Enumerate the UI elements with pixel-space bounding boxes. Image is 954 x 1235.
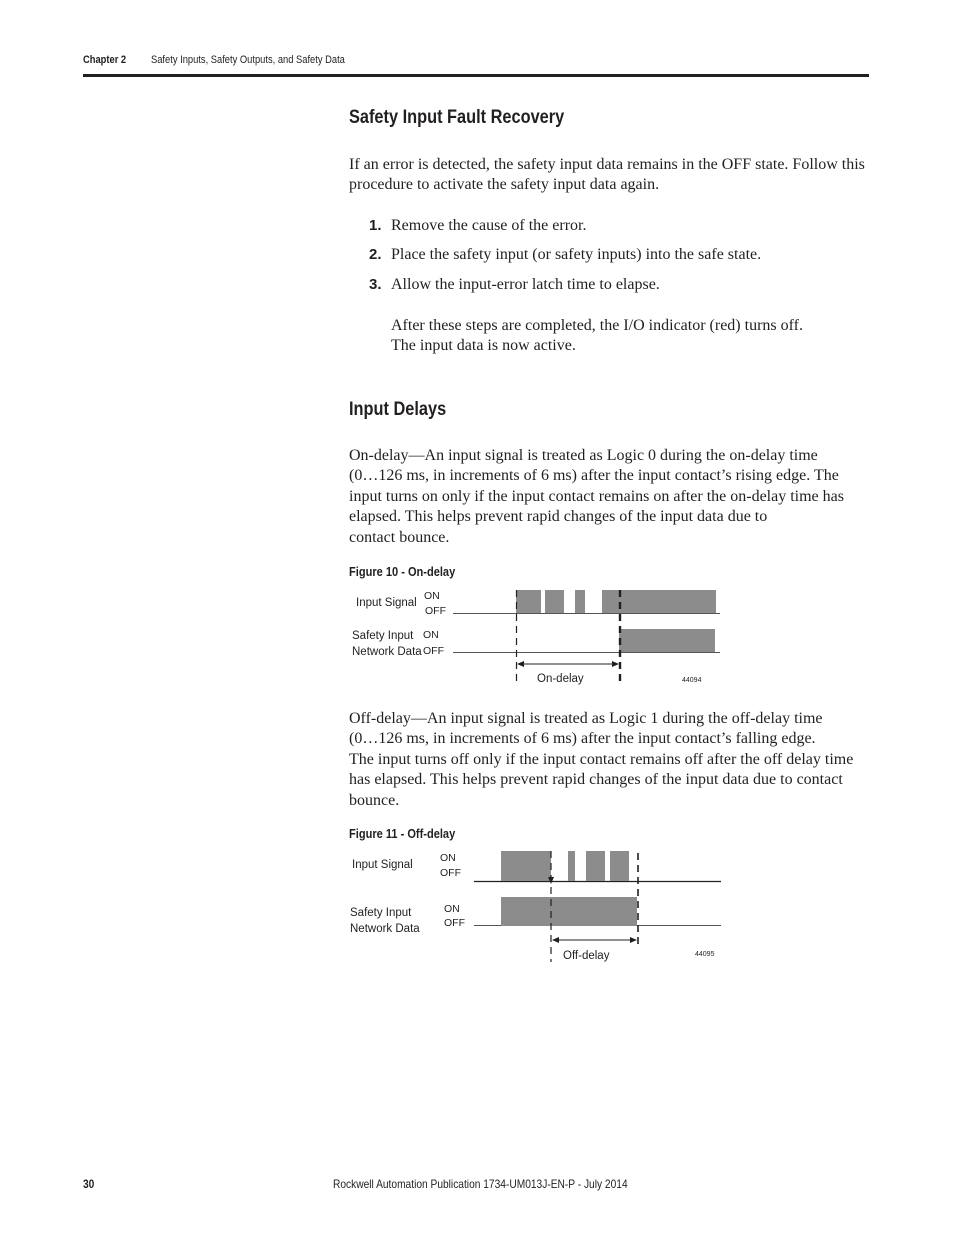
section-heading-fault-recovery: Safety Input Fault Recovery [349, 107, 565, 128]
fig11-arrowhead-left [552, 937, 559, 943]
fig11-input-signal-label: Input Signal [352, 859, 413, 871]
step-text: Place the safety input (or safety inputs) into the safe state. [391, 246, 762, 263]
off-delay-line: has elapsed. This helps prevent rapid changes of the input data due to contact [349, 771, 843, 789]
footer-page-number: 30 [83, 1177, 95, 1191]
result-line: After these steps are completed, the I/O indicator (red) turns off. [391, 317, 803, 334]
figure-10-on-delay-diagram [340, 584, 740, 688]
fault-intro-line: procedure to activate the safety input data again. [349, 176, 660, 194]
fig10-network-label-1: Safety Input [352, 630, 414, 642]
fig11-delay-label: Off-delay [563, 950, 610, 962]
fig11-input-pulse [586, 851, 605, 881]
fig10-arrowhead-left [517, 661, 524, 667]
fig10-input-off-label: OFF [425, 605, 446, 617]
section-heading-input-delays: Input Delays [349, 399, 447, 420]
fig10-network-on-label: ON [423, 629, 439, 641]
fig10-network-pulse [619, 629, 715, 652]
fig10-input-pulse [516, 590, 541, 613]
off-delay-line: The input turns off only if the input contact remains off after the off delay time [349, 750, 854, 768]
fig10-input-pulse [575, 590, 585, 613]
off-delay-line: (0…126 ms, in increments of 6 ms) after the input contact’s falling edge. [349, 730, 816, 748]
on-delay-line: (0…126 ms, in increments of 6 ms) after the input contact’s rising edge. The [349, 467, 839, 485]
fault-intro-line: If an error is detected, the safety input data remains in the OFF state. Follow this [349, 156, 865, 173]
fig10-delay-label: On-delay [537, 673, 584, 685]
fig11-input-pulse [610, 851, 629, 881]
fig10-input-pulse [545, 590, 564, 613]
figure-10-caption: Figure 10 - On-delay [349, 564, 456, 579]
fig11-input-pulse [568, 851, 575, 881]
fig11-network-on-label: ON [444, 903, 460, 915]
fig10-arrowhead-right [612, 661, 619, 667]
on-delay-line: On-delay—An input signal is treated as Logic 0 during the on-delay time [349, 447, 818, 464]
fig11-input-off-label: OFF [440, 867, 461, 879]
off-delay-line: bounce. [349, 791, 400, 809]
fig10-figure-id: 44094 [682, 677, 702, 684]
step-number: 2. [369, 246, 382, 263]
step-number: 3. [369, 276, 382, 293]
figure-11-off-delay-diagram [340, 846, 740, 966]
fig10-network-label-2: Network Data [352, 646, 422, 658]
off-delay-paragraph [349, 709, 869, 811]
step-text: Remove the cause of the error. [391, 217, 587, 234]
step-text: Allow the input-error latch time to elapse. [391, 276, 660, 293]
header-rule [83, 74, 869, 77]
header-title: Safety Inputs, Safety Outputs, and Safety Data [151, 54, 345, 66]
off-delay-line: Off-delay—An input signal is treated as Logic 1 during the off-delay time [349, 710, 823, 727]
fault-recovery-intro [349, 155, 869, 196]
on-delay-line: contact bounce. [349, 528, 450, 546]
fig11-arrowhead-right [630, 937, 637, 943]
header-chapter: Chapter 2 [83, 54, 127, 66]
fig11-input-on-label: ON [440, 852, 456, 864]
fig10-input-signal-label: Input Signal [356, 597, 417, 609]
fig11-figure-id: 44095 [695, 951, 715, 958]
fig11-network-label-1: Safety Input [350, 907, 412, 919]
step-3-result [391, 316, 803, 357]
result-line: The input data is now active. [391, 337, 576, 355]
on-delay-paragraph [349, 446, 869, 548]
on-delay-line: input turns on only if the input contact remains on after the on-delay time has [349, 487, 844, 505]
on-delay-line: elapsed. This helps prevent rapid changes of the input data due to [349, 508, 768, 526]
fig11-input-pulse [501, 851, 551, 881]
fig11-network-pulse [501, 897, 637, 926]
fig11-network-off-label: OFF [444, 917, 465, 929]
step-number: 1. [369, 217, 382, 234]
fig11-network-label-2: Network Data [350, 923, 420, 935]
fig10-network-off-label: OFF [423, 645, 444, 657]
footer-publication: Rockwell Automation Publication 1734-UM013J-EN-P - July 2014 [333, 1177, 628, 1191]
fig10-input-on-label: ON [424, 590, 440, 602]
figure-11-caption: Figure 11 - Off-delay [349, 826, 456, 841]
